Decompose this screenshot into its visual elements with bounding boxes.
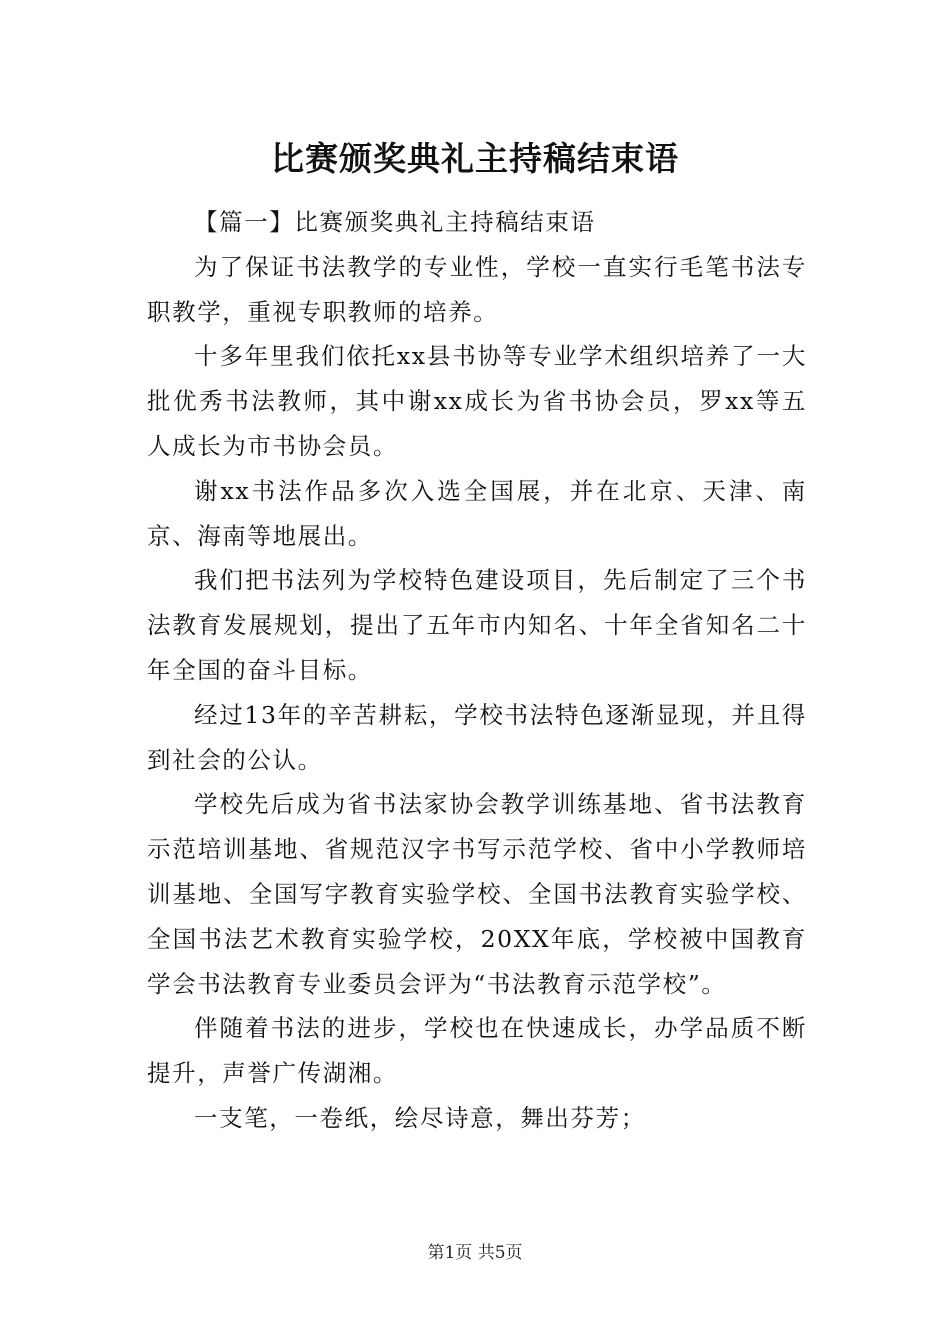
section-heading: 【篇一】比赛颁奖典礼主持稿结束语 [194,208,596,236]
paragraph: 一支笔，一卷纸，绘尽诗意，舞出芬芳； [194,1103,646,1132]
paragraph: 伴随着书法的进步，学校也在快速成长，办学品质不断提升，声誉广传湖湘。 [147,1014,807,1088]
page-footer: 第1页 共5页 [427,1243,523,1263]
paragraph: 我们把书法列为学校特色建设项目，先后制定了三个书法教育发展规划，提出了五年市内知名、十年全省知名二十年全国的奋斗目标。 [147,566,807,684]
paragraph: 经过13年的辛苦耕耘，学校书法特色逐渐显现，并且得到社会的公认。 [147,700,807,774]
paragraph: 为了保证书法教学的专业性，学校一直实行毛笔书法专职教学，重视专职教师的培养。 [147,252,807,326]
paragraph: 十多年里我们依托xx县书协等专业学术组织培养了一大批优秀书法教师，其中谢xx成长为省书协会员，罗xx等五人成长为市书协会员。 [147,342,807,460]
paragraph: 学校先后成为省书法家协会教学训练基地、省书法教育示范培训基地、省规范汉字书写示范学校、省中小学教师培训基地、全国写字教育实验学校、全国书法教育实验学校、全国书法艺术教育实验学校，20XX年底，学校被中国教育学会书法教育专业委员会评为“书法教育示范学校”。 [147,790,807,998]
document-body [147,200,807,1141]
paragraph: 谢xx书法作品多次入选全国展，并在北京、天津、南京、海南等地展出。 [147,476,807,550]
document-title: 比赛颁奖典礼主持稿结束语 [271,139,679,178]
